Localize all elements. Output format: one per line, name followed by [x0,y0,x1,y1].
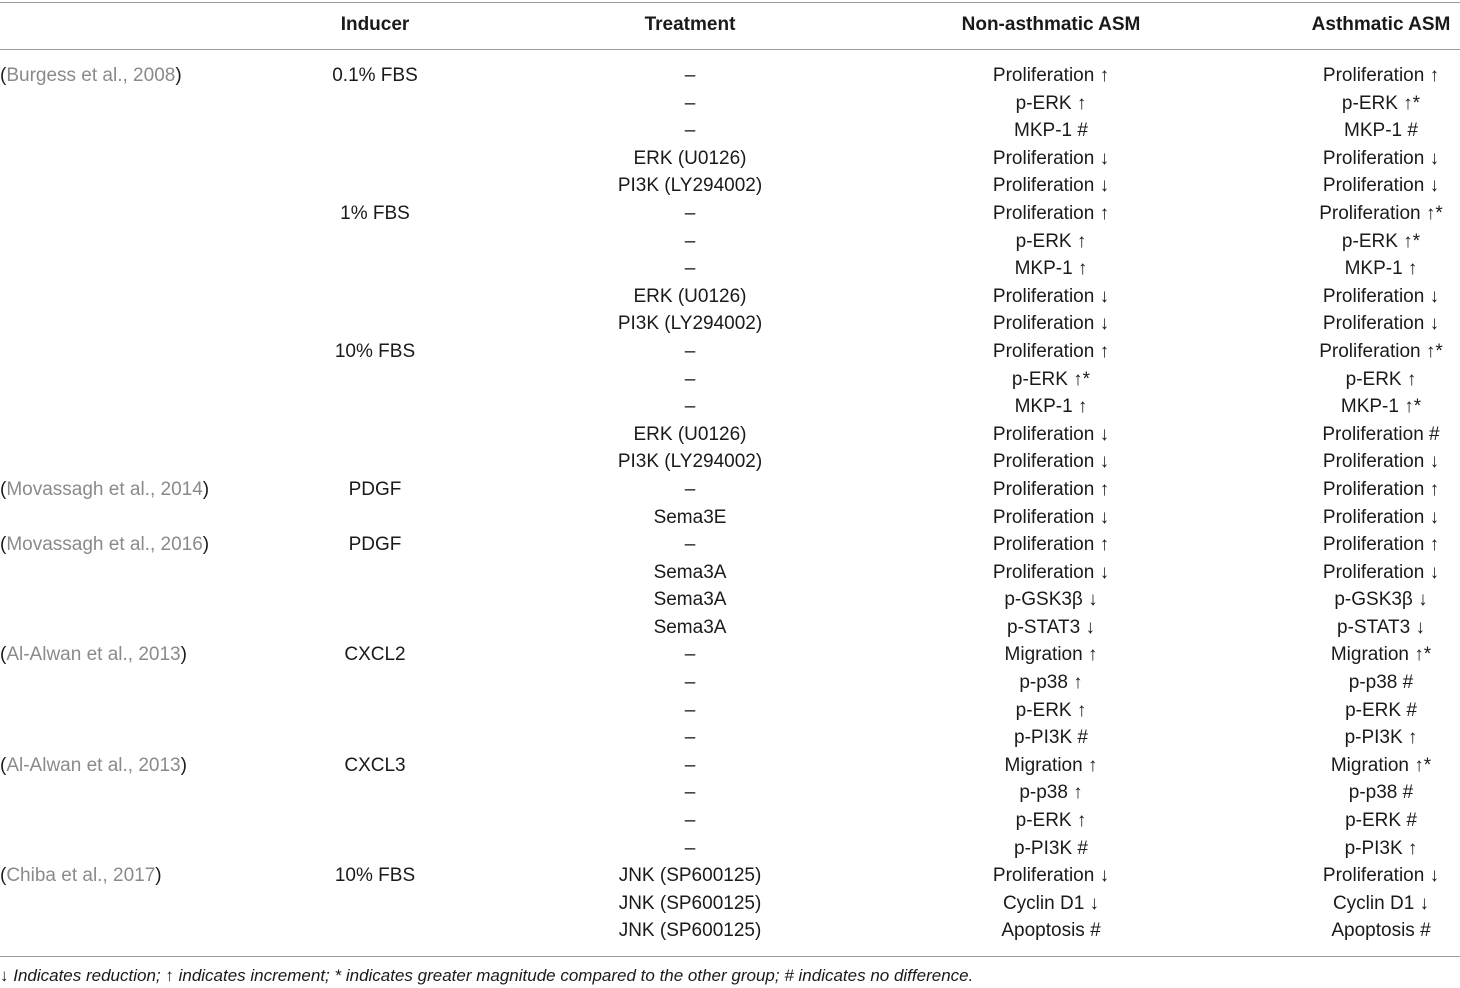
reference-link[interactable]: Movassagh et al., 2014 [6,478,203,500]
treatment-cell: – [684,202,696,224]
non-asthmatic-cell: p-STAT3 ↓ [1007,616,1095,638]
asthmatic-cell: Migration ↑* [1330,644,1432,666]
table-row [0,476,1460,504]
asthmatic-cell: p-PI3K ↑ [1344,727,1418,749]
table-row [0,890,1460,918]
non-asthmatic-cell: Proliferation ↑ [992,478,1110,500]
non-asthmatic-cell: Proliferation ↓ [992,561,1110,583]
table-row [0,697,1460,725]
asthmatic-cell: p-p38 # [1348,672,1414,694]
treatment-cell: – [684,534,696,556]
header-inducer: Inducer [340,14,410,35]
asthmatic-cell: Proliferation ↓ [1322,451,1440,473]
treatment-cell: – [684,368,696,390]
table-row [0,641,1460,669]
treatment-cell: – [684,810,696,832]
study-citation[interactable]: (Movassagh et al., 2016) [0,534,210,556]
reference-link[interactable]: Chiba et al., 2017 [6,865,156,887]
table-row [0,779,1460,807]
asthmatic-cell: Apoptosis # [1331,920,1431,942]
table-row [0,504,1460,532]
asthmatic-cell: p-ERK # [1345,810,1417,832]
asthmatic-cell: Proliferation ↓ [1322,285,1440,307]
non-asthmatic-cell: p-ERK ↑ [1015,810,1087,832]
study-citation[interactable]: (Chiba et al., 2017) [0,865,162,887]
treatment-cell: ERK (U0126) [633,285,747,307]
header-treatment: Treatment [644,14,736,35]
non-asthmatic-cell: MKP-1 ↑ [1014,258,1088,280]
non-asthmatic-cell: p-GSK3β ↓ [1004,589,1098,611]
treatment-cell: – [684,120,696,142]
header-asthmatic-asm: Asthmatic ASM [1311,14,1451,35]
table-row [0,393,1460,421]
table-row [0,807,1460,835]
inducer-cell: CXCL2 [344,644,406,666]
inducer-cell: 10% FBS [334,340,416,362]
inducer-cell: CXCL3 [344,754,406,776]
treatment-cell: Sema3A [653,616,727,638]
study-citation[interactable]: (Burgess et al., 2008) [0,65,182,86]
asthmatic-cell: Migration ↑* [1330,754,1432,776]
table-row [0,145,1460,173]
non-asthmatic-cell: p-ERK ↑* [1011,368,1091,390]
table-header-rule [0,49,1460,50]
reference-link[interactable]: Movassagh et al., 2016 [6,534,203,556]
non-asthmatic-cell: Proliferation ↓ [992,451,1110,473]
table-row [0,448,1460,476]
treatment-cell: JNK (SP600125) [618,920,762,942]
non-asthmatic-cell: Migration ↑ [1004,644,1098,666]
treatment-cell: – [684,699,696,721]
non-asthmatic-cell: p-ERK ↑ [1015,92,1087,114]
asthmatic-cell: MKP-1 ↑* [1340,396,1422,418]
asthmatic-cell: Proliferation ↑ [1322,534,1440,556]
asthmatic-cell: MKP-1 ↑ [1344,258,1418,280]
table-row [0,421,1460,449]
non-asthmatic-cell: Proliferation ↑ [992,202,1110,224]
asthmatic-cell: p-ERK # [1345,699,1417,721]
treatment-cell: PI3K (LY294002) [617,451,763,473]
table-row [0,255,1460,283]
treatment-cell: – [684,230,696,252]
treatment-cell: – [684,837,696,859]
treatment-cell: – [684,396,696,418]
non-asthmatic-cell: Proliferation ↓ [992,285,1110,307]
non-asthmatic-cell: Proliferation ↑ [992,65,1110,86]
study-citation[interactable]: (Al-Alwan et al., 2013) [0,644,187,666]
non-asthmatic-cell: p-p38 ↑ [1019,782,1083,804]
study-citation[interactable]: (Al-Alwan et al., 2013) [0,754,187,776]
table-row [0,724,1460,752]
asthmatic-cell: p-ERK ↑* [1341,92,1421,114]
treatment-cell: Sema3A [653,589,727,611]
table-row [0,90,1460,118]
non-asthmatic-cell: Cyclin D1 ↓ [1002,892,1100,914]
non-asthmatic-cell: Proliferation ↓ [992,506,1110,528]
treatment-cell: – [684,672,696,694]
asthmatic-cell: Proliferation ↑ [1322,478,1440,500]
table-row [0,117,1460,145]
non-asthmatic-cell: Proliferation ↓ [992,147,1110,169]
non-asthmatic-cell: MKP-1 ↑ [1014,396,1088,418]
table-row [0,172,1460,200]
asthmatic-cell: Proliferation ↓ [1322,175,1440,197]
reference-link[interactable]: Al-Alwan et al., 2013 [6,754,181,776]
inducer-cell: PDGF [348,478,402,500]
table-footnote: ↓ Indicates reduction; ↑ indicates increment; * indicates greater magnitude compared to the other group; # indicates no difference. [0,966,974,985]
inducer-cell: 0.1% FBS [332,65,418,86]
non-asthmatic-cell: Proliferation ↑ [992,340,1110,362]
treatment-cell: ERK (U0126) [633,423,747,445]
asthmatic-cell: p-PI3K ↑ [1344,837,1418,859]
table-row [0,310,1460,338]
asthmatic-cell: Cyclin D1 ↓ [1332,892,1430,914]
treatment-cell: – [684,644,696,666]
non-asthmatic-cell: Proliferation ↑ [992,534,1110,556]
treatment-cell: – [684,782,696,804]
treatment-cell: – [684,92,696,114]
table-row [0,862,1460,890]
table-row [0,917,1460,945]
treatment-cell: – [684,340,696,362]
asthmatic-cell: MKP-1 # [1344,120,1418,142]
asthmatic-cell: p-ERK ↑* [1341,230,1421,252]
treatment-cell: PI3K (LY294002) [617,313,763,335]
non-asthmatic-cell: p-ERK ↑ [1015,230,1087,252]
table-row [0,200,1460,228]
reference-link[interactable]: Al-Alwan et al., 2013 [6,644,181,666]
study-citation[interactable]: (Movassagh et al., 2014) [0,478,210,500]
table-row [0,283,1460,311]
table-bottom-rule [0,956,1460,957]
asthmatic-cell: p-ERK ↑ [1345,368,1417,390]
treatment-cell: PI3K (LY294002) [617,175,763,197]
table-row [0,752,1460,780]
asthmatic-cell: p-STAT3 ↓ [1337,616,1425,638]
treatment-cell: Sema3A [653,561,727,583]
asthmatic-cell: Proliferation ↓ [1322,313,1440,335]
asthmatic-cell: Proliferation ↑* [1319,340,1443,362]
table-row [0,669,1460,697]
non-asthmatic-cell: Proliferation ↓ [992,175,1110,197]
table-row [0,228,1460,256]
header-non-asthmatic-asm: Non-asthmatic ASM [961,14,1141,35]
non-asthmatic-cell: Migration ↑ [1004,754,1098,776]
non-asthmatic-cell: p-ERK ↑ [1015,699,1087,721]
asthmatic-cell: p-GSK3β ↓ [1334,589,1428,611]
asthmatic-cell: Proliferation ↑* [1319,202,1443,224]
table-row [0,531,1460,559]
asthmatic-cell: Proliferation ↓ [1322,561,1440,583]
table-row [0,366,1460,394]
inducer-cell: PDGF [348,534,402,556]
treatment-cell: – [684,258,696,280]
non-asthmatic-cell: Apoptosis # [1001,920,1101,942]
inducer-cell: 1% FBS [340,202,410,224]
asthmatic-cell: Proliferation # [1322,423,1440,445]
treatment-cell: JNK (SP600125) [618,865,762,887]
non-asthmatic-cell: Proliferation ↓ [992,865,1110,887]
treatment-cell: – [684,727,696,749]
asthmatic-cell: Proliferation ↑ [1322,65,1440,86]
asthmatic-cell: Proliferation ↓ [1322,865,1440,887]
non-asthmatic-cell: p-PI3K # [1014,727,1088,749]
non-asthmatic-cell: p-p38 ↑ [1019,672,1083,694]
table-row [0,614,1460,642]
table-row [0,559,1460,587]
treatment-cell: – [684,478,696,500]
table-row [0,62,1460,90]
table-row [0,586,1460,614]
non-asthmatic-cell: Proliferation ↓ [992,313,1110,335]
table-body [0,62,1460,945]
table-row [0,338,1460,366]
table-header [0,0,1460,49]
treatment-cell: – [684,754,696,776]
non-asthmatic-cell: p-PI3K # [1014,837,1088,859]
non-asthmatic-cell: MKP-1 # [1014,120,1088,142]
treatment-cell: JNK (SP600125) [618,892,762,914]
asthmatic-cell: Proliferation ↓ [1322,506,1440,528]
table-row [0,835,1460,863]
non-asthmatic-cell: Proliferation ↓ [992,423,1110,445]
treatment-cell: ERK (U0126) [633,147,747,169]
treatment-cell: – [684,65,696,86]
inducer-cell: 10% FBS [334,865,416,887]
asthmatic-cell: Proliferation ↓ [1322,147,1440,169]
reference-link[interactable]: Burgess et al., 2008 [6,65,176,86]
asthmatic-cell: p-p38 # [1348,782,1414,804]
treatment-cell: Sema3E [653,506,727,528]
